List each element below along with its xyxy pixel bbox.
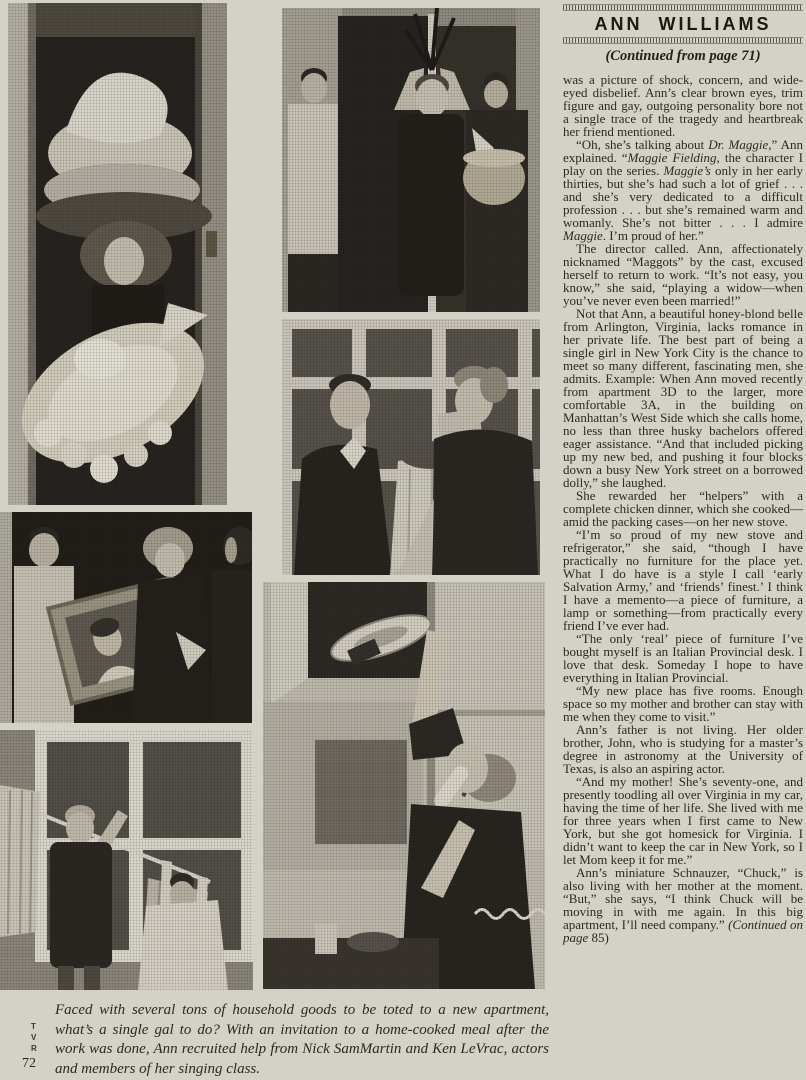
kitchen-photo-illustration bbox=[263, 582, 545, 989]
photo-caption: Faced with several tons of household goods to be toted to a new apartment, what’s a single gal to do? With an invitation to a home-cooked meal after the work was done, Ann recruited help from Nick SamMartin and Ken LeVrac, actors and members of her singing class. bbox=[55, 1002, 549, 1077]
article-paragraph: “Oh, she’s talking about Dr. Maggie,” Ann explained. “Maggie Fielding, the character I play on the series. Maggie’s only in her early thirties, but she’s had such a lot of grief . . . and she’s very dedicated to a difficult profession . . . but she’s remained warm and womanly. She’s not bitter . . . I admire Maggie. I’m proud of her.” bbox=[563, 137, 803, 243]
article-paragraph: “And my mother! She’s seventy-one, and presently toodling all over Virginia in my car, having the time of her life. She lived with me for three years when I first came to New York, but she got homesick for Virginia. I didn’t want to keep the car in New York, so I let Mom keep it for me.” bbox=[563, 774, 803, 867]
curtains-photo-illustration bbox=[0, 730, 253, 990]
article-paragraph: She rewarded her “helpers” with a complete chicken dinner, which she cooked—amid the packing cases—on her new stove. bbox=[563, 488, 803, 529]
article-paragraph: “The only ‘real’ piece of furniture I’ve bought myself is an Italian Provincial desk. I love that desk. Someday I hope to have everything in Italian Provincial. bbox=[563, 631, 803, 685]
article-paragraph: Ann’s miniature Schnauzer, “Chuck,” is also living with her mother at the moment. “But,” she says, “I think Chuck will be moving in with me again. In this big apartment, I’ll need company.” (Continued on page 85) bbox=[563, 865, 803, 945]
ornamental-rule-bottom bbox=[563, 37, 803, 44]
article-body bbox=[563, 73, 803, 944]
continued-from-line: (Continued from page 71) bbox=[605, 48, 761, 64]
painting-photo-illustration bbox=[0, 512, 252, 723]
spine-letter: T bbox=[31, 1022, 36, 1031]
spine-letter: V bbox=[31, 1033, 37, 1042]
ann-doorway-movers-photo bbox=[282, 8, 540, 312]
article-paragraph: Not that Ann, a beautiful honey-blond belle from Arlington, Virginia, lacks romance in her private life. The best part of being a single girl in New York City is the chance to meet so many different, fascinating men, she admits. Example: When Ann moved recently from apartment 3D to the larger, more comfortable 3A, in the building on Manhattan’s West Side which she calls home, no less than three husky bachelors offered eager assistance. “And that included picking up my new bed, and pushing it four blocks down a busy New York street on a borrowed dolly,” she laughed. bbox=[563, 306, 803, 490]
spine-letter: R bbox=[31, 1044, 37, 1053]
article-paragraph: “My new place has five rooms. Enough space so my mother and brother can stay with me when they come to visit.” bbox=[563, 683, 803, 724]
article-column bbox=[563, 4, 803, 944]
ann-kitchen-phone-photo bbox=[263, 582, 545, 989]
ornamental-rule-top bbox=[563, 4, 803, 11]
hats-photo-illustration bbox=[8, 3, 227, 505]
page-title: ANN WILLIAMS bbox=[594, 14, 772, 34]
page-number: 72 bbox=[22, 1056, 36, 1071]
doorway-photo-illustration bbox=[282, 8, 540, 312]
ann-stacked-hats-photo bbox=[8, 3, 227, 505]
ann-carrying-packages-photo bbox=[282, 319, 540, 575]
spine-letters bbox=[31, 1022, 37, 1053]
ann-framed-painting-photo bbox=[0, 512, 252, 723]
article-paragraph: “I’m so proud of my new stove and refrigerator,” she said, “though I have practically no furniture for the place yet. What I do have is a style I call ‘early Salvation Army,’ and ‘friends’ finest.’ I think I have a memento—a piece of furniture, a lamp or something—from practically every friend I’ve ever had. bbox=[563, 527, 803, 633]
packages-photo-illustration bbox=[282, 319, 540, 575]
ann-hanging-curtains-photo bbox=[0, 730, 253, 990]
article-paragraph: Ann’s father is not living. Her older brother, John, who is studying for a master’s degree in astronomy at the University of Texas, is also an aspiring actor. bbox=[563, 722, 803, 776]
article-paragraph: was a picture of shock, concern, and wide-eyed disbelief. Ann’s clear brown eyes, trim figure and gay, outgoing personality bore not a single trace of the tragedy and heartbreak her friend mentioned. bbox=[563, 72, 803, 139]
article-paragraph: The director called. Ann, affectionately nicknamed “Maggots” by the cast, excused herself to return to work. “It’s not easy, you know,” she said, “playing a widow—when you’ve never even been married!” bbox=[563, 241, 803, 308]
